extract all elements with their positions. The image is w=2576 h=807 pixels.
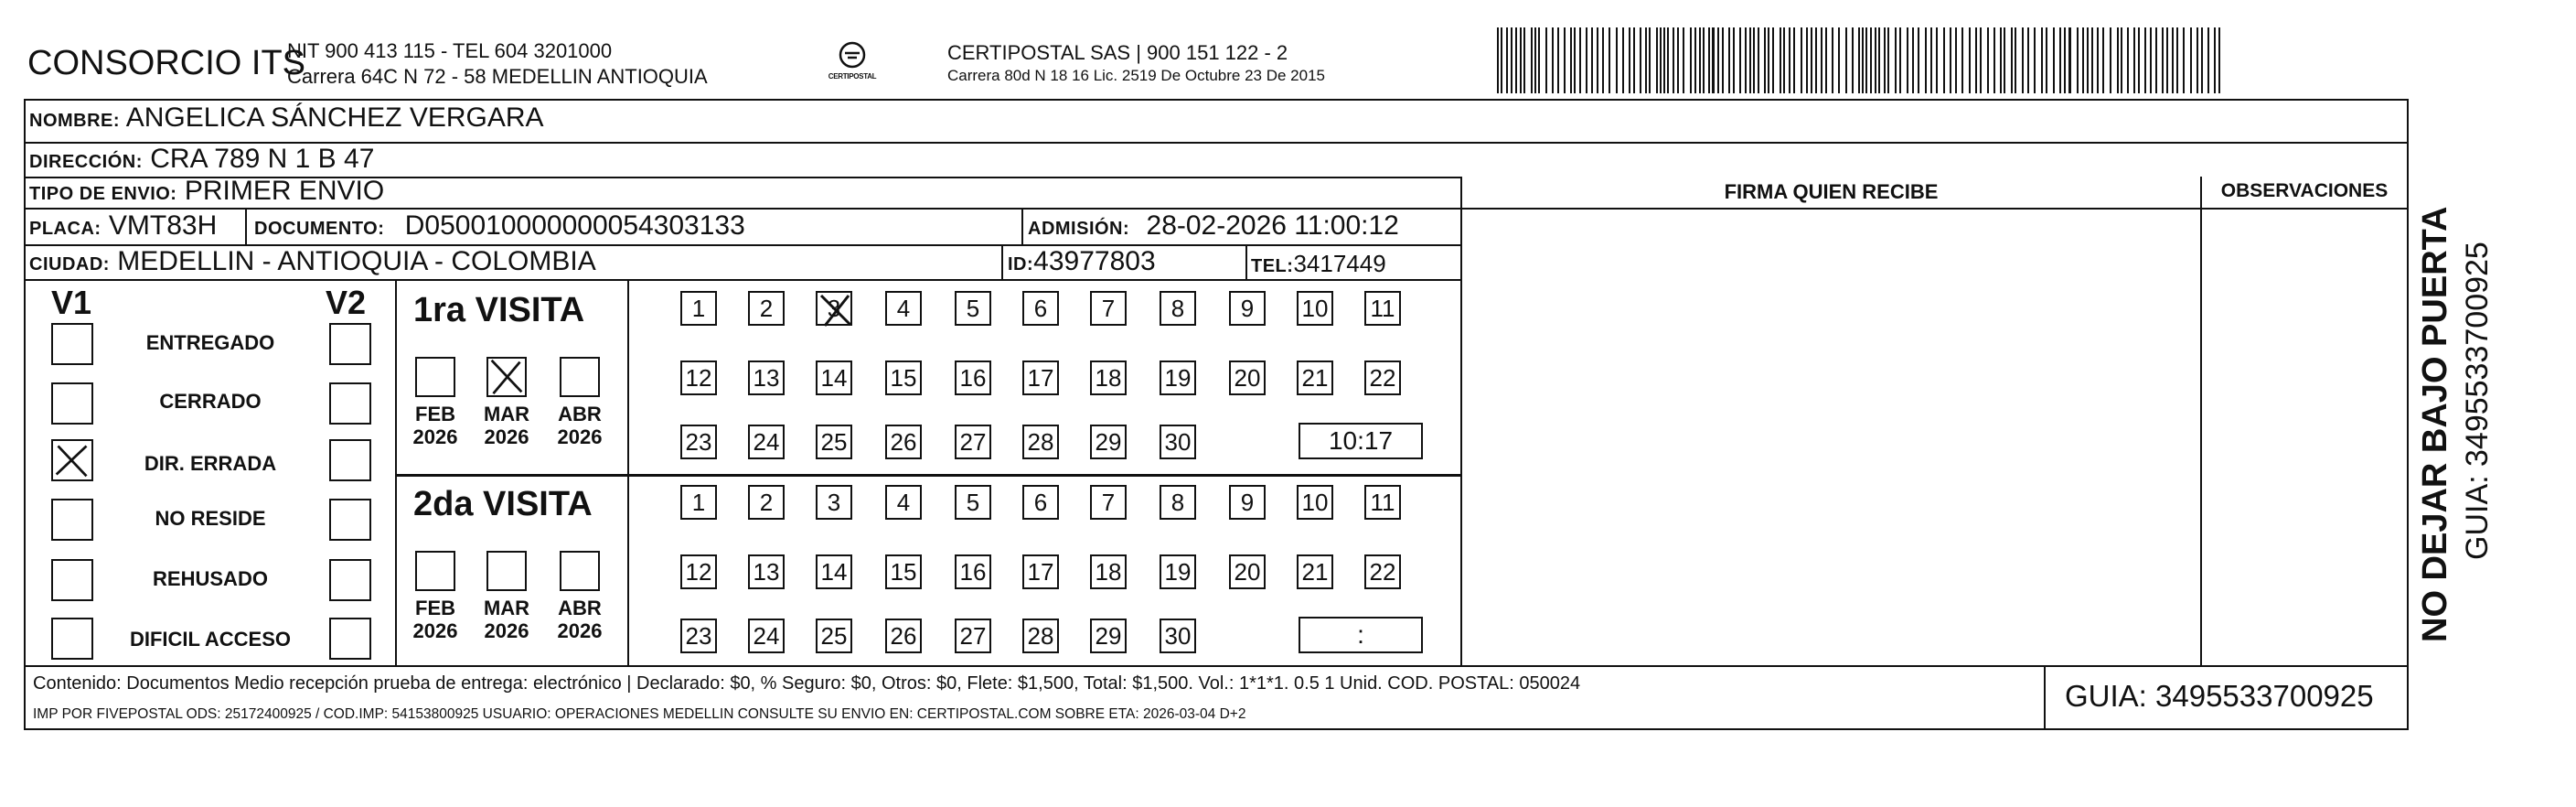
day-box[interactable]: 5	[955, 291, 991, 326]
barcode-bar	[1520, 27, 1522, 93]
ciudad-value: MEDELLIN - ANTIOQUIA - COLOMBIA	[117, 246, 596, 276]
barcode-bar	[1987, 27, 1989, 93]
tel-value: 3417449	[1293, 250, 1386, 277]
day-box[interactable]: 2	[748, 291, 785, 326]
barcode-bar	[2102, 27, 2104, 93]
barcode-bar	[1907, 27, 1908, 93]
barcode-bar	[1538, 27, 1540, 93]
day-box[interactable]: 4	[885, 485, 922, 520]
status-label: DIFICIL ACCESO	[129, 628, 291, 651]
barcode-bar	[1936, 27, 1938, 93]
admision-field: ADMISIÓN: 28-02-2026 11:00:12	[1028, 210, 1399, 241]
v1-checkbox[interactable]	[51, 323, 93, 365]
barcode-bar	[1515, 27, 1517, 93]
barcode-bar	[1656, 27, 1658, 93]
barcode-bar	[1591, 27, 1593, 93]
v2-checkbox[interactable]	[329, 439, 371, 481]
barcode-bar	[1912, 27, 1914, 93]
v2-checkbox[interactable]	[329, 499, 371, 541]
barcode-bar	[1980, 27, 1982, 93]
barcode-bar	[1506, 27, 1508, 93]
barcode-bar	[2183, 27, 2185, 93]
barcode-bar	[1703, 27, 1705, 93]
day-box[interactable]: 27	[955, 425, 991, 459]
barcode-bar	[1717, 27, 1719, 93]
carrier-address: Carrera 80d N 18 16 Lic. 2519 De Octubre 23 De 2015	[947, 67, 1325, 84]
status-label: NO RESIDE	[155, 507, 266, 530]
barcode-bar	[2041, 27, 2043, 93]
barcode-bar	[1609, 27, 1610, 93]
barcode-bar	[1858, 27, 1860, 93]
barcode-bar	[2082, 27, 2084, 93]
barcode-bar	[1862, 27, 1864, 93]
barcode-bar	[1895, 27, 1897, 93]
barcode-bar	[1683, 27, 1684, 93]
day-box[interactable]: 23	[680, 619, 717, 653]
day-box[interactable]: 21	[1297, 360, 1333, 395]
barcode-bar	[1622, 27, 1624, 93]
barcode-bar	[2150, 27, 2152, 93]
barcode-bar	[1789, 27, 1790, 93]
tel-field: TEL:3417449	[1251, 250, 1386, 277]
barcode-bar	[1783, 27, 1785, 93]
barcode-bar	[1677, 27, 1679, 93]
barcode-bar	[1739, 27, 1741, 93]
barcode-bar	[1780, 27, 1781, 93]
barcode-bar	[1884, 27, 1886, 93]
day-box[interactable]: 3	[816, 291, 852, 326]
barcode-bar	[1806, 27, 1808, 93]
v1-header: V1	[51, 284, 92, 321]
barcode-bar	[2155, 27, 2157, 93]
day-box[interactable]: 8	[1160, 291, 1196, 326]
barcode-bar	[1801, 27, 1802, 93]
barcode-bar	[1832, 27, 1833, 93]
barcode-bar	[2064, 27, 2066, 93]
nombre-field: NOMBRE: ANGELICA SÁNCHEZ VERGARA	[29, 102, 544, 133]
barcode-bar	[1758, 27, 1759, 93]
barcode-bar	[1845, 27, 1847, 93]
barcode-bar	[1887, 27, 1889, 93]
barcode-bar	[1825, 27, 1827, 93]
v2-checkbox[interactable]	[329, 559, 371, 601]
id-value: 43977803	[1033, 246, 1156, 276]
barcode-bar	[1793, 27, 1795, 93]
direccion-value: CRA 789 N 1 B 47	[150, 144, 375, 174]
admision-value: 28-02-2026 11:00:12	[1146, 210, 1399, 241]
company-address: Carrera 64C N 72 - 58 MEDELLIN ANTIOQUIA	[287, 65, 708, 88]
barcode-bar	[2133, 27, 2135, 93]
day-box[interactable]: 8	[1160, 485, 1196, 520]
barcode-bar	[1660, 27, 1662, 93]
barcode-bar	[1852, 27, 1854, 93]
footer-contenido: Contenido: Documentos Medio recepción prueba de entrega: electrónico | Declarado: $0, % Seguro: $0, Otros: $0, Flete: $1,500, Total: $1,500. Vol.: 1*1*1. 0.5 1 Unid. COD. POSTAL: 050024	[33, 673, 1581, 694]
day-box[interactable]: 17	[1022, 554, 1059, 589]
barcode-bar	[1875, 27, 1876, 93]
day-box[interactable]: 4	[885, 291, 922, 326]
visit-title: 2da VISITA	[413, 485, 593, 523]
day-box[interactable]: 25	[816, 619, 852, 653]
month-checkbox[interactable]	[486, 551, 527, 591]
day-box[interactable]: 12	[680, 554, 717, 589]
barcode-bar	[1497, 27, 1499, 93]
barcode-bar	[2091, 27, 2093, 93]
barcode-bar	[1993, 27, 1995, 93]
day-box[interactable]: 24	[748, 425, 785, 459]
v1-checkbox[interactable]	[51, 499, 93, 541]
barcode-bar	[1640, 27, 1641, 93]
day-box[interactable]: 26	[885, 425, 922, 459]
day-box[interactable]: 21	[1297, 554, 1333, 589]
documento-value: D050010000000054303133	[404, 210, 745, 241]
placa-value: VMT83H	[108, 210, 218, 241]
day-box[interactable]: 27	[955, 619, 991, 653]
month-label: MAR 2026	[483, 597, 530, 642]
barcode-bar	[1633, 27, 1635, 93]
firma-header: FIRMA QUIEN RECIBE	[1724, 180, 1939, 203]
certipostal-logo: CERTIPOSTAL	[828, 40, 877, 88]
day-box[interactable]: 10	[1297, 291, 1333, 326]
day-box[interactable]: 24	[748, 619, 785, 653]
day-box[interactable]: 25	[816, 425, 852, 459]
day-box[interactable]: 5	[955, 485, 991, 520]
barcode-bar	[1764, 27, 1766, 93]
barcode-bar	[1943, 27, 1945, 93]
barcode-bar	[1878, 27, 1880, 93]
barcode-bar	[1728, 27, 1730, 93]
v2-checkbox[interactable]	[329, 618, 371, 660]
company-nit-tel: NIT 900 413 115 - TEL 604 3201000	[287, 39, 613, 62]
barcode-bar	[1570, 27, 1572, 93]
barcode-bar	[1749, 27, 1751, 93]
day-box[interactable]: 22	[1364, 360, 1401, 395]
day-box[interactable]: 14	[816, 360, 852, 395]
barcode-bar	[2068, 27, 2071, 93]
barcode-bar	[2027, 27, 2029, 93]
month-checkbox[interactable]	[560, 357, 600, 397]
month-label: MAR 2026	[483, 403, 530, 448]
day-box[interactable]: 13	[748, 554, 785, 589]
day-box[interactable]: 30	[1160, 425, 1196, 459]
placa-field: PLACA: VMT83H	[29, 210, 218, 241]
barcode-bar	[1629, 27, 1630, 93]
barcode-bar	[2166, 27, 2168, 93]
month-checkbox[interactable]	[560, 551, 600, 591]
observaciones-header: OBSERVACIONES	[2220, 180, 2389, 201]
barcode-bar	[2127, 27, 2129, 93]
barcode-bar	[2121, 27, 2122, 93]
barcode-bar	[2176, 27, 2178, 93]
month-label: ABR 2026	[557, 597, 603, 642]
barcode-bar	[1712, 27, 1715, 93]
barcode-bar	[2046, 27, 2047, 93]
day-box[interactable]: 12	[680, 360, 717, 395]
barcode-bar	[1501, 27, 1502, 93]
barcode-bar	[2059, 27, 2061, 93]
visit-title: 1ra VISITA	[413, 291, 585, 329]
day-box[interactable]: 6	[1022, 291, 1059, 326]
status-label: REHUSADO	[153, 567, 268, 590]
barcode-bar	[1950, 27, 1951, 93]
barcode-bar	[1586, 27, 1587, 93]
barcode-bar	[1722, 27, 1724, 93]
status-label: DIR. ERRADA	[144, 452, 277, 475]
barcode-bar	[2110, 27, 2111, 93]
day-box[interactable]: 2	[748, 485, 785, 520]
month-label: ABR 2026	[557, 403, 603, 448]
barcode-bar	[1838, 27, 1840, 93]
month-checkbox[interactable]	[415, 357, 455, 397]
barcode-bar	[2197, 27, 2198, 93]
barcode-bar	[2214, 27, 2216, 93]
barcode-bar	[1955, 27, 1957, 93]
v2-checkbox[interactable]	[329, 323, 371, 365]
month-label: FEB 2026	[412, 403, 458, 448]
barcode-bar	[2162, 27, 2164, 93]
v1-checkbox[interactable]	[51, 382, 93, 425]
barcode-bar	[1523, 27, 1525, 93]
month-label: FEB 2026	[412, 597, 458, 642]
v1-checkbox[interactable]	[51, 439, 93, 481]
month-checkbox[interactable]	[415, 551, 455, 591]
barcode-bar	[1699, 27, 1701, 93]
side-warning: NO DEJAR BAJO PUERTA	[2416, 206, 2454, 642]
barcode-bar	[1865, 27, 1867, 93]
visit-time[interactable]: :	[1299, 617, 1423, 653]
barcode-bar	[1557, 27, 1559, 93]
barcode-bar	[2053, 27, 2055, 93]
day-box[interactable]: 13	[748, 360, 785, 395]
barcode-bar	[1602, 27, 1604, 93]
barcode-bar	[2172, 27, 2174, 93]
barcode-bar	[2117, 27, 2119, 93]
barcode-bar	[2000, 27, 2002, 93]
barcode-bar	[1870, 27, 1872, 93]
tipo-envio-value: PRIMER ENVIO	[184, 176, 385, 206]
barcode-bar	[1961, 27, 1963, 93]
footer-imp: IMP POR FIVEPOSTAL ODS: 25172400925 / COD.IMP: 54153800925 USUARIO: OPERACIONES MEDELLIN CONSULTE SU ENVIO EN: CERTIPOSTAL.COM SOBRE ETA: 2026-03-04 D+2	[33, 706, 1246, 722]
barcode-bar	[1918, 27, 1919, 93]
barcode-bar	[1930, 27, 1932, 93]
barcode-bar	[1531, 27, 1533, 93]
barcode-bar	[1649, 27, 1651, 93]
barcode-bar	[1733, 27, 1735, 93]
barcode-bar	[1564, 27, 1566, 93]
v1-checkbox[interactable]	[51, 618, 93, 660]
barcode-bar	[2144, 27, 2146, 93]
barcode-bar	[2201, 27, 2203, 93]
barcode-bar	[2077, 27, 2079, 93]
barcode-bar	[1969, 27, 1971, 93]
barcode-bar	[2207, 27, 2209, 93]
day-box[interactable]: 1	[680, 291, 717, 326]
barcode-bar	[1768, 27, 1769, 93]
barcode-bar	[1708, 27, 1710, 93]
day-box[interactable]: 14	[816, 554, 852, 589]
day-box[interactable]: 7	[1090, 291, 1127, 326]
day-box[interactable]: 29	[1090, 619, 1127, 653]
barcode-bar	[1597, 27, 1598, 93]
footer-guia: GUIA: 3495533700925	[2065, 679, 2374, 713]
day-box[interactable]: 11	[1364, 485, 1401, 520]
day-box[interactable]: 1	[680, 485, 717, 520]
company-name: CONSORCIO ITS	[27, 44, 306, 82]
day-box[interactable]: 20	[1229, 360, 1266, 395]
barcode-bar	[2087, 27, 2089, 93]
v2-checkbox[interactable]	[329, 382, 371, 425]
barcode-bar	[1811, 27, 1812, 93]
status-label: CERRADO	[159, 390, 262, 413]
day-box[interactable]: 11	[1364, 291, 1401, 326]
barcode-bar	[2034, 27, 2036, 93]
day-box[interactable]: 18	[1090, 360, 1127, 395]
day-box[interactable]: 9	[1229, 291, 1266, 326]
barcode-bar	[2022, 27, 2024, 93]
barcode-bar	[1511, 27, 1512, 93]
day-box[interactable]: 3	[816, 485, 852, 520]
barcode-bar	[2097, 27, 2099, 93]
barcode-bar	[2218, 27, 2220, 93]
barcode-bar	[1673, 27, 1674, 93]
barcode-bar	[1815, 27, 1817, 93]
barcode-bar	[1579, 27, 1581, 93]
barcode-bar	[1645, 27, 1647, 93]
barcode-bar	[1694, 27, 1696, 93]
day-box[interactable]: 7	[1090, 485, 1127, 520]
barcode-bar	[1616, 27, 1618, 93]
barcode	[1497, 27, 2229, 93]
documento-field: DOCUMENTO: D050010000000054303133	[254, 210, 745, 241]
barcode-bar	[1745, 27, 1747, 93]
day-box[interactable]: 29	[1090, 425, 1127, 459]
day-box[interactable]: 19	[1160, 554, 1196, 589]
barcode-bar	[1899, 27, 1901, 93]
day-box[interactable]: 30	[1160, 619, 1196, 653]
barcode-bar	[1574, 27, 1576, 93]
barcode-bar	[1925, 27, 1927, 93]
tipo-envio-field: TIPO DE ENVIO: PRIMER ENVIO	[29, 176, 385, 206]
barcode-bar	[1772, 27, 1774, 93]
day-box[interactable]: 22	[1364, 554, 1401, 589]
barcode-bar	[1667, 27, 1669, 93]
visit-time[interactable]: 10:17	[1299, 423, 1423, 459]
day-box[interactable]: 26	[885, 619, 922, 653]
v1-checkbox[interactable]	[51, 559, 93, 601]
day-box[interactable]: 18	[1090, 554, 1127, 589]
barcode-bar	[2190, 27, 2192, 93]
ciudad-field: CIUDAD: MEDELLIN - ANTIOQUIA - COLOMBIA	[29, 246, 596, 276]
day-box[interactable]: 19	[1160, 360, 1196, 395]
barcode-bar	[2011, 27, 2013, 93]
barcode-bar	[1753, 27, 1755, 93]
barcode-bar	[2138, 27, 2140, 93]
barcode-bar	[2004, 27, 2005, 93]
barcode-bar	[1690, 27, 1692, 93]
barcode-bar	[1552, 27, 1554, 93]
v2-header: V2	[326, 284, 367, 321]
barcode-bar	[1545, 27, 1547, 93]
day-box[interactable]: 6	[1022, 485, 1059, 520]
day-box[interactable]: 28	[1022, 425, 1059, 459]
status-label: ENTREGADO	[145, 331, 275, 354]
side-guia: GUIA: 3495533700925	[2460, 242, 2495, 560]
day-box[interactable]: 15	[885, 554, 922, 589]
day-box[interactable]: 20	[1229, 554, 1266, 589]
month-checkbox[interactable]	[486, 357, 527, 397]
day-box[interactable]: 16	[955, 360, 991, 395]
nombre-value: ANGELICA SÁNCHEZ VERGARA	[125, 102, 544, 133]
barcode-bar	[2015, 27, 2016, 93]
barcode-bar	[1821, 27, 1822, 93]
day-box[interactable]: 28	[1022, 619, 1059, 653]
day-box[interactable]: 16	[955, 554, 991, 589]
barcode-bar	[1975, 27, 1977, 93]
barcode-bar	[1534, 27, 1536, 93]
carrier-name: CERTIPOSTAL SAS | 900 151 122 - 2	[947, 41, 1288, 64]
day-box[interactable]: 17	[1022, 360, 1059, 395]
day-box[interactable]: 23	[680, 425, 717, 459]
day-box[interactable]: 15	[885, 360, 922, 395]
day-box[interactable]: 9	[1229, 485, 1266, 520]
barcode-bar	[1663, 27, 1665, 93]
direccion-field: DIRECCIÓN: CRA 789 N 1 B 47	[29, 144, 375, 174]
id-field: ID:43977803	[1008, 246, 1156, 276]
day-box[interactable]: 10	[1297, 485, 1333, 520]
